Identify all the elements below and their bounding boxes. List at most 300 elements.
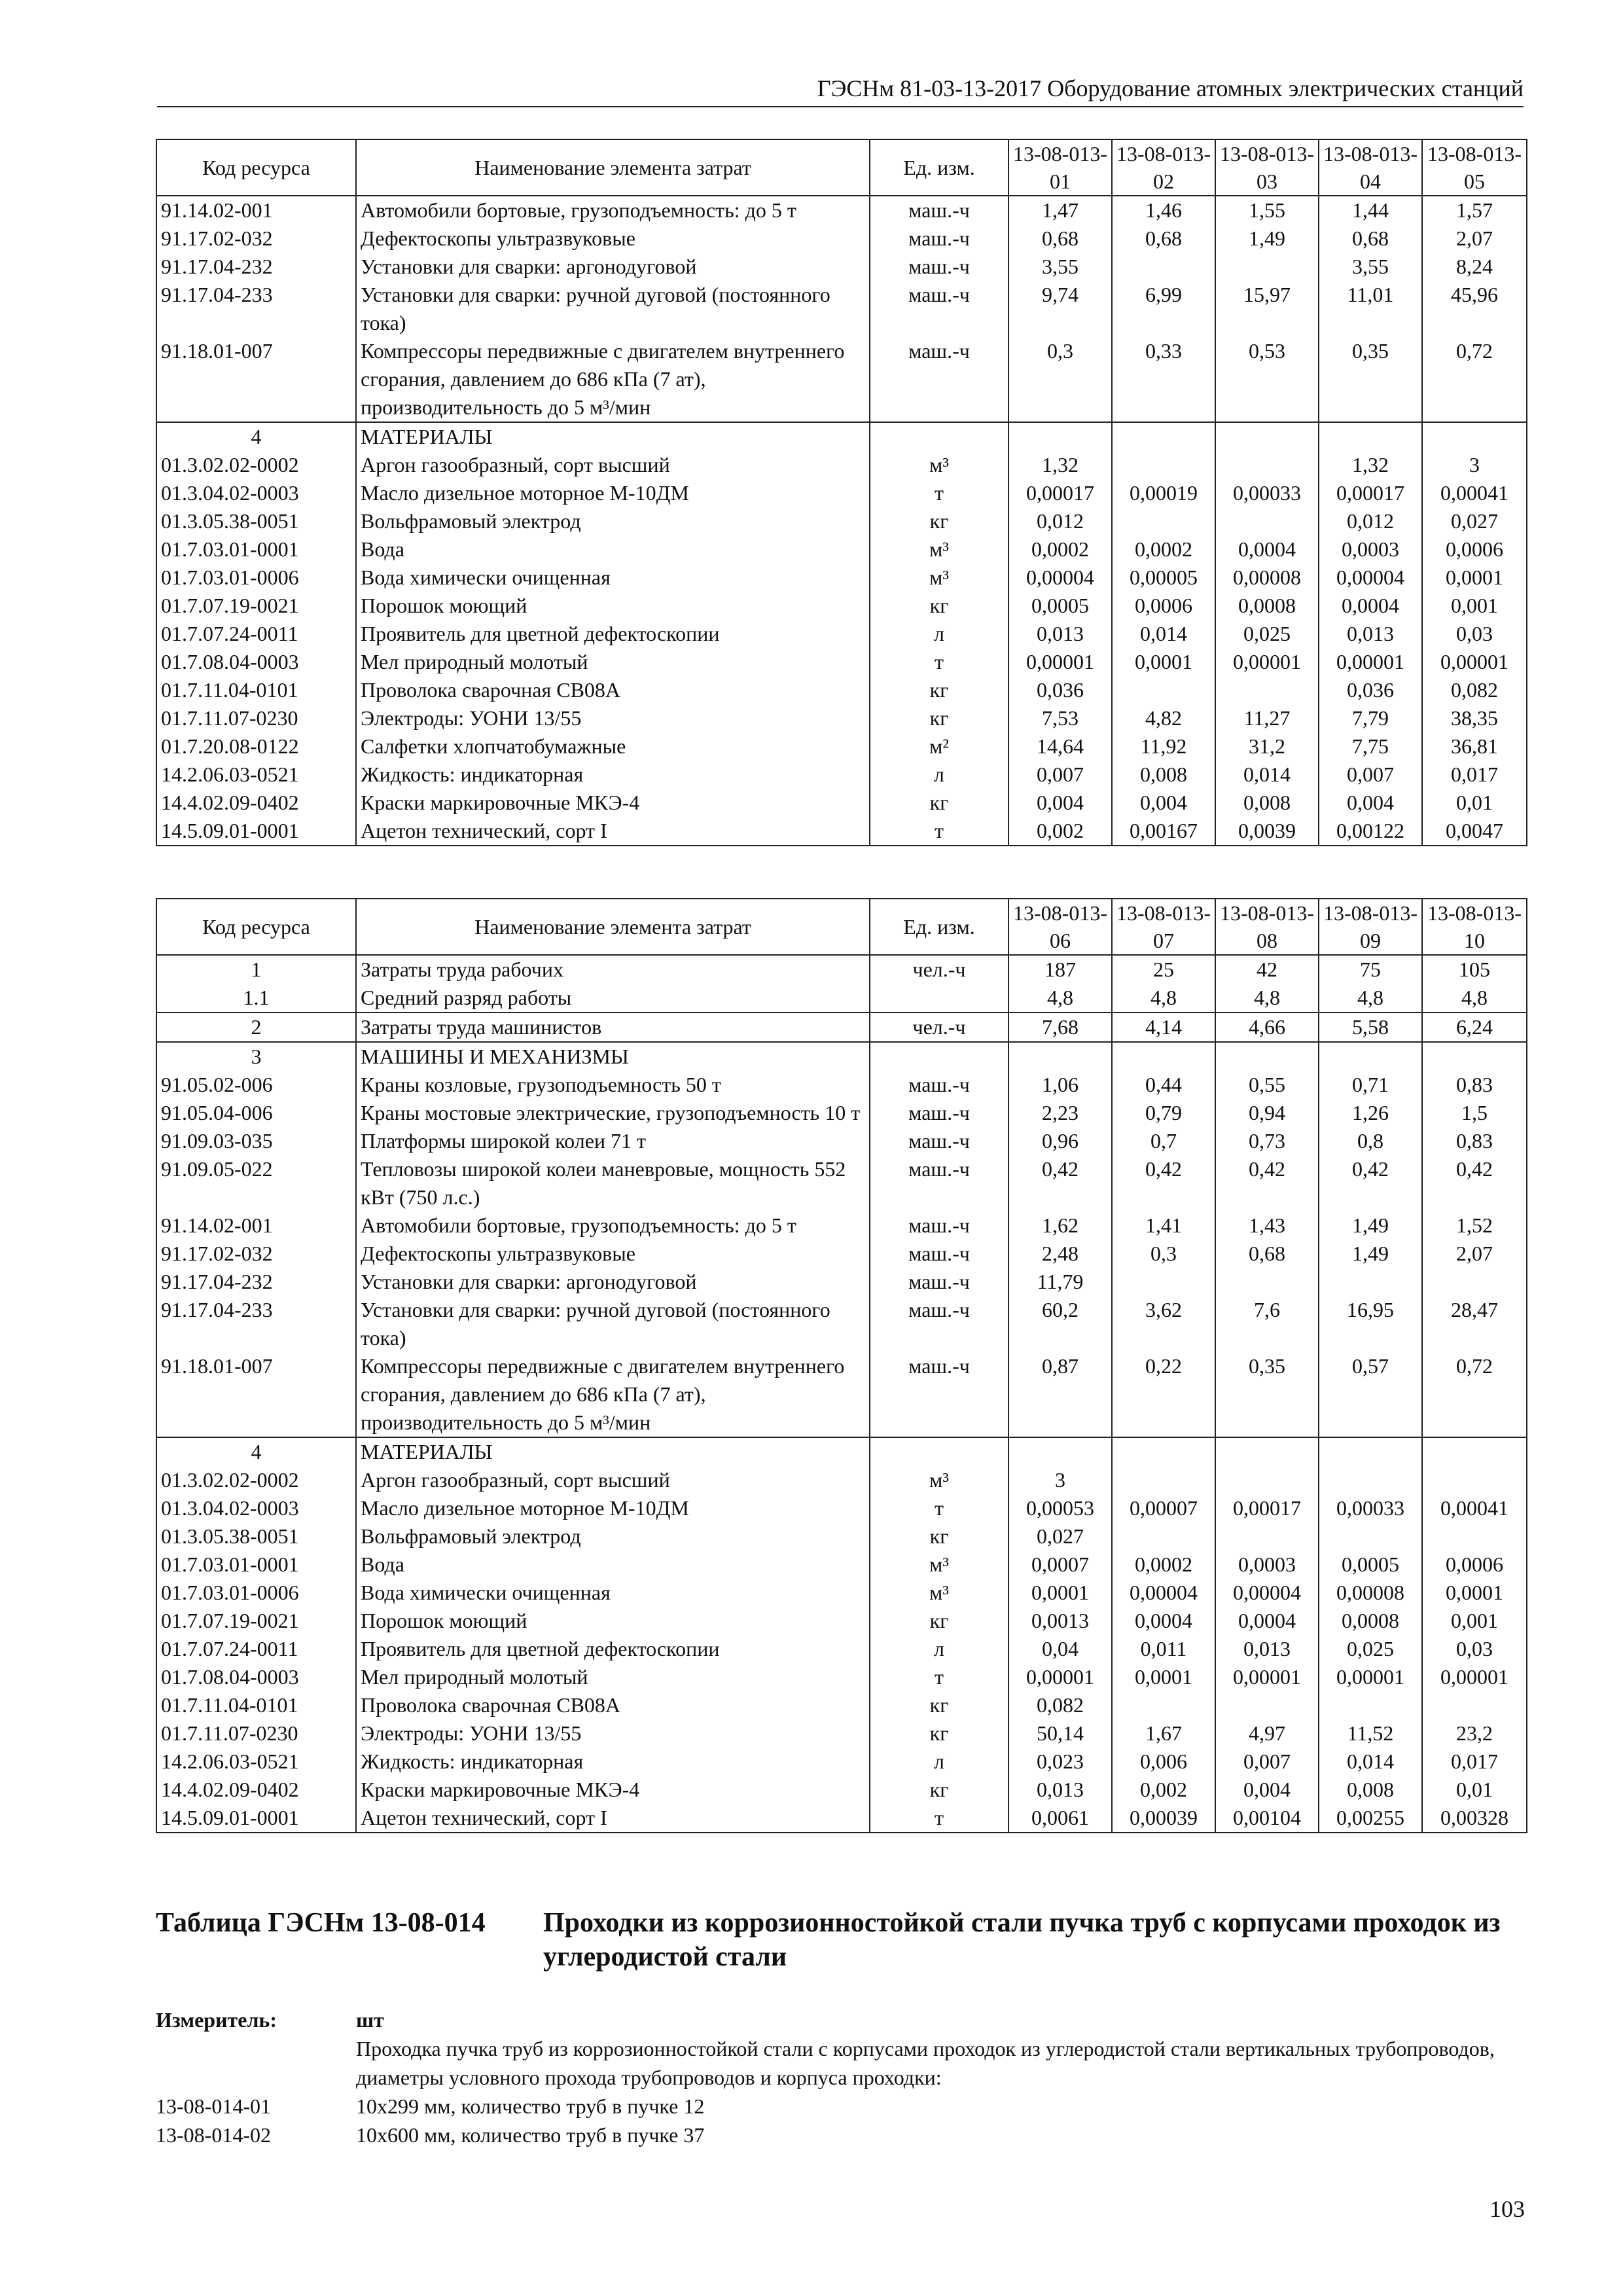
value-cell: 0,006 xyxy=(1112,1748,1215,1776)
empty-cell xyxy=(1215,1042,1319,1071)
resource-code: 1 xyxy=(156,955,356,984)
value-cell: 4,97 xyxy=(1215,1719,1319,1748)
resource-name: Порошок моющий xyxy=(356,592,870,620)
value-cell: 105 xyxy=(1422,955,1527,984)
table-row xyxy=(156,479,1527,507)
value-cell: 0,0008 xyxy=(1319,1607,1422,1635)
measure-label: Измеритель: xyxy=(156,2008,277,2032)
resource-name: Масло дизельное моторное М-10ДМ xyxy=(356,1494,870,1522)
measure-description: Проходка пучка труб из коррозионностойкой стали с корпусами проходок из углеродистой стали вертикальных трубопроводов, диаметры условного прохода трубопроводов и корпуса проходки: xyxy=(356,2037,1495,2089)
resource-name: Электроды: УОНИ 13/55 xyxy=(356,704,870,732)
table-row xyxy=(156,281,1527,337)
value-cell: 0,014 xyxy=(1215,761,1319,789)
value-cell: 0,00001 xyxy=(1215,648,1319,676)
resource-name: Вольфрамовый электрод xyxy=(356,507,870,535)
value-cell: 1,32 xyxy=(1319,451,1422,479)
resource-name: Проявитель для цветной дефектоскопии xyxy=(356,1635,870,1663)
table-row xyxy=(156,1013,1527,1042)
table-row xyxy=(156,1211,1527,1240)
value-cell: 1,55 xyxy=(1215,196,1319,224)
resource-code: 14.5.09.01-0001 xyxy=(156,1804,356,1833)
value-cell: 0,57 xyxy=(1319,1352,1422,1437)
resource-code: 01.7.03.01-0006 xyxy=(156,564,356,592)
unit-cell: т xyxy=(870,1804,1008,1833)
table-title-label: Таблица ГЭСНм 13-08-014 xyxy=(156,1908,486,1938)
table-row xyxy=(156,620,1527,648)
unit-cell: маш.-ч xyxy=(870,1296,1008,1352)
value-cell: 0,011 xyxy=(1112,1635,1215,1663)
value-cell: 3,55 xyxy=(1319,253,1422,281)
table-row xyxy=(156,1691,1527,1719)
value-cell: 0,00255 xyxy=(1319,1804,1422,1833)
value-cell: 4,8 xyxy=(1319,984,1422,1013)
resource-name: Порошок моющий xyxy=(356,1607,870,1635)
value-cell: 0,42 xyxy=(1112,1155,1215,1211)
value-cell: 0,42 xyxy=(1319,1155,1422,1211)
resource-name: Проволока сварочная СВ08А xyxy=(356,1691,870,1719)
norm-code-header: 13-08-013-01 xyxy=(1008,139,1112,196)
value-cell xyxy=(1112,1268,1215,1296)
resource-code: 14.4.02.09-0402 xyxy=(156,789,356,817)
resource-code: 01.3.02.02-0002 xyxy=(156,1466,356,1494)
value-cell xyxy=(1422,1691,1527,1719)
value-cell: 0,00001 xyxy=(1215,1663,1319,1691)
resource-name: Краски маркировочные МКЭ-4 xyxy=(356,1776,870,1804)
resource-code: 01.7.03.01-0001 xyxy=(156,535,356,564)
value-cell: 0,22 xyxy=(1112,1352,1215,1437)
value-cell: 1,32 xyxy=(1008,451,1112,479)
value-cell: 0,0004 xyxy=(1112,1607,1215,1635)
value-cell: 0,42 xyxy=(1422,1155,1527,1211)
table-row xyxy=(156,1719,1527,1748)
value-cell: 3,55 xyxy=(1008,253,1112,281)
value-cell: 0,00004 xyxy=(1008,564,1112,592)
unit-cell: маш.-ч xyxy=(870,1240,1008,1268)
value-cell: 1,47 xyxy=(1008,196,1112,224)
value-cell: 0,012 xyxy=(1319,507,1422,535)
value-cell xyxy=(1112,1466,1215,1494)
resource-name: Жидкость: индикаторная xyxy=(356,761,870,789)
value-cell: 0,79 xyxy=(1112,1099,1215,1127)
value-cell xyxy=(1422,1466,1527,1494)
value-cell: 0,013 xyxy=(1008,620,1112,648)
value-cell: 16,95 xyxy=(1319,1296,1422,1352)
empty-cell xyxy=(870,1042,1008,1071)
resource-code: 01.3.02.02-0002 xyxy=(156,451,356,479)
value-cell: 1,49 xyxy=(1319,1240,1422,1268)
value-cell: 1,62 xyxy=(1008,1211,1112,1240)
value-cell: 8,24 xyxy=(1422,253,1527,281)
value-cell: 0,72 xyxy=(1422,337,1527,422)
table-row xyxy=(156,676,1527,704)
resource-name: Краны мостовые электрические, грузоподъемность 10 т xyxy=(356,1099,870,1127)
value-cell: 0,53 xyxy=(1215,337,1319,422)
value-cell: 0,68 xyxy=(1215,1240,1319,1268)
value-cell: 0,7 xyxy=(1112,1127,1215,1155)
value-cell xyxy=(1319,1522,1422,1551)
empty-cell xyxy=(870,422,1008,451)
value-cell: 0,68 xyxy=(1112,224,1215,253)
empty-cell xyxy=(1215,422,1319,451)
value-cell: 4,8 xyxy=(1008,984,1112,1013)
value-cell: 2,23 xyxy=(1008,1099,1112,1127)
value-cell: 60,2 xyxy=(1008,1296,1112,1352)
value-cell: 0,036 xyxy=(1319,676,1422,704)
unit-cell: маш.-ч xyxy=(870,281,1008,337)
table-row xyxy=(156,789,1527,817)
resource-name: Масло дизельное моторное М-10ДМ xyxy=(356,479,870,507)
value-cell: 0,0004 xyxy=(1215,1607,1319,1635)
value-cell: 0,35 xyxy=(1319,337,1422,422)
value-cell: 0,68 xyxy=(1319,224,1422,253)
value-cell: 0,3 xyxy=(1008,337,1112,422)
value-cell: 4,8 xyxy=(1112,984,1215,1013)
empty-cell xyxy=(870,1437,1008,1466)
table-row xyxy=(156,761,1527,789)
value-cell: 0,0061 xyxy=(1008,1804,1112,1833)
section-number: 3 xyxy=(156,1042,356,1071)
norm-code-header: 13-08-013-03 xyxy=(1215,139,1319,196)
unit-cell: т xyxy=(870,817,1008,846)
value-cell: 11,52 xyxy=(1319,1719,1422,1748)
table-row xyxy=(156,955,1527,984)
table-row xyxy=(156,196,1527,224)
value-cell: 11,79 xyxy=(1008,1268,1112,1296)
table-row xyxy=(156,984,1527,1013)
value-cell: 1,46 xyxy=(1112,196,1215,224)
resource-name: Мел природный молотый xyxy=(356,1663,870,1691)
resource-code: 01.7.07.24-0011 xyxy=(156,1635,356,1663)
value-cell: 28,47 xyxy=(1422,1296,1527,1352)
value-cell: 1,5 xyxy=(1422,1099,1527,1127)
unit-cell: маш.-ч xyxy=(870,1211,1008,1240)
table-body xyxy=(156,196,1527,846)
resource-name: Вольфрамовый электрод xyxy=(356,1522,870,1551)
value-cell xyxy=(1319,1268,1422,1296)
table-row xyxy=(156,1155,1527,1211)
empty-cell xyxy=(1422,422,1527,451)
value-cell: 0,0006 xyxy=(1112,592,1215,620)
empty-cell xyxy=(1112,422,1215,451)
resource-code: 91.05.04-006 xyxy=(156,1099,356,1127)
value-cell: 3 xyxy=(1008,1466,1112,1494)
value-cell: 1,57 xyxy=(1422,196,1527,224)
unit-cell: т xyxy=(870,479,1008,507)
value-cell: 0,00017 xyxy=(1319,479,1422,507)
table-row xyxy=(156,507,1527,535)
value-cell: 0,01 xyxy=(1422,1776,1527,1804)
unit-cell: л xyxy=(870,620,1008,648)
value-cell: 0,44 xyxy=(1112,1071,1215,1099)
resource-code: 01.7.08.04-0003 xyxy=(156,1663,356,1691)
value-cell: 0,001 xyxy=(1422,1607,1527,1635)
value-cell: 0,00017 xyxy=(1215,1494,1319,1522)
value-cell: 0,00017 xyxy=(1008,479,1112,507)
value-cell: 0,0001 xyxy=(1422,1579,1527,1607)
resource-name: Установки для сварки: аргонодуговой xyxy=(356,253,870,281)
value-cell: 1,26 xyxy=(1319,1099,1422,1127)
unit-cell: маш.-ч xyxy=(870,224,1008,253)
unit-cell: маш.-ч xyxy=(870,1127,1008,1155)
unit-cell: кг xyxy=(870,592,1008,620)
value-cell: 0,013 xyxy=(1319,620,1422,648)
value-cell: 0,96 xyxy=(1008,1127,1112,1155)
unit-cell: кг xyxy=(870,1607,1008,1635)
value-cell: 0,00041 xyxy=(1422,479,1527,507)
section-title: МАТЕРИАЛЫ xyxy=(356,1437,870,1466)
value-cell xyxy=(1215,676,1319,704)
resource-name: Мел природный молотый xyxy=(356,648,870,676)
value-cell: 0,082 xyxy=(1422,676,1527,704)
table-row xyxy=(156,1071,1527,1099)
value-cell: 0,3 xyxy=(1112,1240,1215,1268)
value-cell: 45,96 xyxy=(1422,281,1527,337)
value-cell: 0,0006 xyxy=(1422,535,1527,564)
value-cell: 23,2 xyxy=(1422,1719,1527,1748)
unit-cell: кг xyxy=(870,704,1008,732)
table-row xyxy=(156,337,1527,422)
unit-cell: маш.-ч xyxy=(870,1099,1008,1127)
value-cell: 0,0001 xyxy=(1112,1663,1215,1691)
resource-code: 91.17.04-233 xyxy=(156,1296,356,1352)
value-cell: 0,023 xyxy=(1008,1748,1112,1776)
column-header: Ед. изм. xyxy=(870,899,1008,955)
value-cell xyxy=(1215,1466,1319,1494)
value-cell: 0,00005 xyxy=(1112,564,1215,592)
table-row xyxy=(156,1296,1527,1352)
norm-code-header: 13-08-013-05 xyxy=(1422,139,1527,196)
unit-cell: маш.-ч xyxy=(870,196,1008,224)
empty-cell xyxy=(1112,1042,1215,1071)
value-cell xyxy=(1112,1691,1215,1719)
value-cell: 6,24 xyxy=(1422,1013,1527,1042)
resource-code: 01.7.08.04-0003 xyxy=(156,648,356,676)
unit-cell: м³ xyxy=(870,535,1008,564)
resource-code: 91.14.02-001 xyxy=(156,196,356,224)
unit-cell: кг xyxy=(870,507,1008,535)
value-cell: 0,71 xyxy=(1319,1071,1422,1099)
table-row xyxy=(156,1663,1527,1691)
value-cell xyxy=(1215,253,1319,281)
resource-code: 14.5.09.01-0001 xyxy=(156,817,356,846)
value-cell: 0,0001 xyxy=(1112,648,1215,676)
unit-cell: кг xyxy=(870,789,1008,817)
value-cell: 0,0039 xyxy=(1215,817,1319,846)
section-number: 4 xyxy=(156,1437,356,1466)
value-cell: 0,42 xyxy=(1008,1155,1112,1211)
resource-code: 14.2.06.03-0521 xyxy=(156,761,356,789)
resource-code: 01.7.11.07-0230 xyxy=(156,1719,356,1748)
value-cell: 0,0003 xyxy=(1319,535,1422,564)
value-cell: 7,6 xyxy=(1215,1296,1319,1352)
value-cell: 0,35 xyxy=(1215,1352,1319,1437)
value-cell: 0,00004 xyxy=(1215,1579,1319,1607)
value-cell: 42 xyxy=(1215,955,1319,984)
unit-cell: маш.-ч xyxy=(870,1155,1008,1211)
table-row xyxy=(156,1352,1527,1437)
value-cell: 0,0006 xyxy=(1422,1551,1527,1579)
section-row xyxy=(156,422,1527,451)
value-cell: 0,025 xyxy=(1215,620,1319,648)
measure-block xyxy=(156,2005,1526,2149)
resource-name: Вода xyxy=(356,1551,870,1579)
norm-code-header: 13-08-013-08 xyxy=(1215,899,1319,955)
resource-table-013-01-05 xyxy=(156,139,1527,846)
value-cell xyxy=(1112,253,1215,281)
value-cell xyxy=(1422,1268,1527,1296)
value-cell: 0,0002 xyxy=(1008,535,1112,564)
resource-name: Вода химически очищенная xyxy=(356,564,870,592)
norm-code-header: 13-08-013-06 xyxy=(1008,899,1112,955)
value-cell: 0,0005 xyxy=(1008,592,1112,620)
value-cell: 0,036 xyxy=(1008,676,1112,704)
value-cell: 11,27 xyxy=(1215,704,1319,732)
unit-cell: кг xyxy=(870,1691,1008,1719)
value-cell: 31,2 xyxy=(1215,732,1319,761)
table-row xyxy=(156,535,1527,564)
value-cell: 0,0047 xyxy=(1422,817,1527,846)
value-cell: 0,0005 xyxy=(1319,1551,1422,1579)
value-cell: 38,35 xyxy=(1422,704,1527,732)
table-row xyxy=(156,1776,1527,1804)
table-title-text: Проходки из коррозионностойкой стали пучка труб с корпусами проходок из углеродистой стали xyxy=(543,1908,1501,1972)
resource-code: 14.2.06.03-0521 xyxy=(156,1748,356,1776)
unit-cell: маш.-ч xyxy=(870,337,1008,422)
value-cell: 0,00033 xyxy=(1319,1494,1422,1522)
resource-code: 01.3.05.38-0051 xyxy=(156,1522,356,1551)
unit-cell: кг xyxy=(870,1719,1008,1748)
table-row xyxy=(156,564,1527,592)
value-cell: 0,42 xyxy=(1215,1155,1319,1211)
value-cell xyxy=(1215,1691,1319,1719)
value-cell: 0,017 xyxy=(1422,1748,1527,1776)
value-cell: 0,83 xyxy=(1422,1071,1527,1099)
value-cell: 2,07 xyxy=(1422,224,1527,253)
value-cell: 0,008 xyxy=(1112,761,1215,789)
table-row xyxy=(156,1635,1527,1663)
value-cell: 7,53 xyxy=(1008,704,1112,732)
resource-name: Дефектоскопы ультразвуковые xyxy=(356,1240,870,1268)
value-cell: 0,013 xyxy=(1008,1776,1112,1804)
unit-cell: маш.-ч xyxy=(870,1071,1008,1099)
table-body xyxy=(156,955,1527,1833)
value-cell: 0,00001 xyxy=(1319,648,1422,676)
table-row xyxy=(156,1127,1527,1155)
value-cell: 0,0007 xyxy=(1008,1551,1112,1579)
resource-name: Платформы широкой колеи 71 т xyxy=(356,1127,870,1155)
item-text: 10х600 мм, количество труб в пучке 37 xyxy=(356,2123,705,2147)
section-title: МАТЕРИАЛЫ xyxy=(356,422,870,451)
section-row xyxy=(156,1042,1527,1071)
value-cell xyxy=(1215,451,1319,479)
value-cell: 3 xyxy=(1422,451,1527,479)
value-cell xyxy=(1112,451,1215,479)
value-cell: 4,8 xyxy=(1215,984,1319,1013)
value-cell xyxy=(1215,1522,1319,1551)
value-cell: 2,48 xyxy=(1008,1240,1112,1268)
value-cell: 187 xyxy=(1008,955,1112,984)
empty-cell xyxy=(1215,1437,1319,1466)
resource-code: 01.7.07.24-0011 xyxy=(156,620,356,648)
item-text: 10х299 мм, количество труб в пучке 12 xyxy=(356,2094,705,2118)
table-row xyxy=(156,1494,1527,1522)
table-header-row xyxy=(156,139,1527,196)
table-row xyxy=(156,1240,1527,1268)
value-cell: 0,03 xyxy=(1422,1635,1527,1663)
value-cell: 0,004 xyxy=(1008,789,1112,817)
resource-code: 91.09.03-035 xyxy=(156,1127,356,1155)
value-cell: 0,012 xyxy=(1008,507,1112,535)
resource-name: Аргон газообразный, сорт высший xyxy=(356,451,870,479)
unit-cell: м³ xyxy=(870,1579,1008,1607)
resource-code: 91.17.02-032 xyxy=(156,224,356,253)
empty-cell xyxy=(1319,1437,1422,1466)
value-cell xyxy=(1215,1268,1319,1296)
value-cell: 4,66 xyxy=(1215,1013,1319,1042)
value-cell: 36,81 xyxy=(1422,732,1527,761)
value-cell: 2,07 xyxy=(1422,1240,1527,1268)
value-cell: 4,8 xyxy=(1422,984,1527,1013)
norm-code-header: 13-08-013-09 xyxy=(1319,899,1422,955)
unit-cell xyxy=(870,984,1008,1013)
resource-code: 01.3.04.02-0003 xyxy=(156,1494,356,1522)
table-row xyxy=(156,704,1527,732)
value-cell: 0,0001 xyxy=(1008,1579,1112,1607)
resource-name: Ацетон технический, сорт I xyxy=(356,817,870,846)
resource-code: 91.17.04-232 xyxy=(156,1268,356,1296)
unit-cell: кг xyxy=(870,1776,1008,1804)
resource-name: Автомобили бортовые, грузоподъемность: до 5 т xyxy=(356,196,870,224)
value-cell: 1,43 xyxy=(1215,1211,1319,1240)
measure-unit: шт xyxy=(356,2008,384,2032)
value-cell: 0,00019 xyxy=(1112,479,1215,507)
value-cell: 14,64 xyxy=(1008,732,1112,761)
value-cell: 0,0003 xyxy=(1215,1551,1319,1579)
value-cell: 0,68 xyxy=(1008,224,1112,253)
value-cell: 7,75 xyxy=(1319,732,1422,761)
resource-name: Проволока сварочная СВ08А xyxy=(356,676,870,704)
value-cell: 0,00053 xyxy=(1008,1494,1112,1522)
column-header: Код ресурса xyxy=(156,139,356,196)
value-cell: 0,017 xyxy=(1422,761,1527,789)
resource-code: 01.7.20.08-0122 xyxy=(156,732,356,761)
table-row xyxy=(156,1522,1527,1551)
value-cell xyxy=(1112,1522,1215,1551)
value-cell: 0,00001 xyxy=(1422,648,1527,676)
column-header: Код ресурса xyxy=(156,899,356,955)
value-cell: 0,8 xyxy=(1319,1127,1422,1155)
column-header: Ед. изм. xyxy=(870,139,1008,196)
value-cell: 11,92 xyxy=(1112,732,1215,761)
table-row xyxy=(156,1099,1527,1127)
value-cell: 0,73 xyxy=(1215,1127,1319,1155)
value-cell: 4,14 xyxy=(1112,1013,1215,1042)
value-cell: 0,013 xyxy=(1215,1635,1319,1663)
value-cell: 0,33 xyxy=(1112,337,1215,422)
table-row xyxy=(156,648,1527,676)
value-cell: 0,027 xyxy=(1422,507,1527,535)
value-cell xyxy=(1112,676,1215,704)
table-header-row xyxy=(156,899,1527,955)
empty-cell xyxy=(1008,1042,1112,1071)
empty-cell xyxy=(1319,422,1422,451)
resource-code: 01.3.05.38-0051 xyxy=(156,507,356,535)
value-cell: 0,025 xyxy=(1319,1635,1422,1663)
section-row xyxy=(156,1437,1527,1466)
resource-code: 01.7.07.19-0021 xyxy=(156,1607,356,1635)
value-cell: 0,03 xyxy=(1422,620,1527,648)
resource-name: Компрессоры передвижные с двигателем внутреннего сгорания, давлением до 686 кПа (7 ат), производительность до 5 м³/мин xyxy=(356,337,870,422)
